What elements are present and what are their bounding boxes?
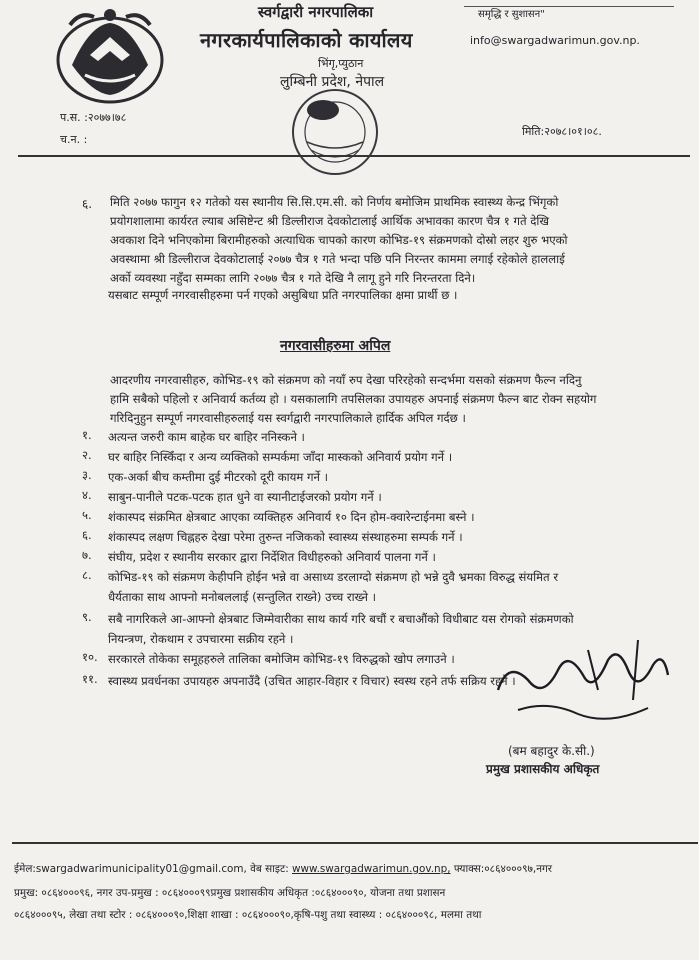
para-line: मिति २०७७ फागुन १२ गतेको यस स्थानीय सि.सि.एम.सी. को निर्णय बमोजिम प्राथमिक स्वास्थ्य केन्द्र भिंगृको [110, 195, 559, 209]
footer-phone-line: प्रमुख: ०८६४०००९६, नगर उप-प्रमुख : ०८६४०००९९प्रमुख प्रशासकीय अधिकृत :०८६४०००९०, योजना तथा प्रशासन [14, 887, 446, 899]
list-item-text: साबुन-पानीले पटक-पटक हात धुने वा स्यानीटाईजरको प्रयोग गर्ने । [108, 490, 382, 504]
list-item-number: ८. [82, 568, 92, 582]
list-item-number: ११. [82, 672, 98, 686]
list-item-number: ९. [82, 610, 92, 624]
list-item-text: एक-अर्का बीच कम्तीमा दुई मीटरको दूरी कायम गर्ने । [108, 470, 329, 484]
list-item-text: धैर्यताका साथ आफ्नो मनोबललाई (सन्तुलित राख्ने) उच्च राख्ने । [108, 590, 376, 604]
signatory-title: प्रमुख प्रशासकीय अधिकृत [486, 762, 600, 776]
para-line: गरिदिनुहुन सम्पूर्ण नगरवासीहरुलाई यस स्वर्गद्वारी नगरपालिकाले हार्दिक अपिल गर्दछ । [110, 411, 466, 425]
header-divider [18, 155, 690, 157]
apology-text: यसबाट सम्पूर्ण नगरवासीहरुमा पर्न गएको असुबिधा प्रति नगरपालिका क्षमा प्रार्थी छ । [108, 288, 458, 302]
nepal-emblem-icon [50, 5, 170, 107]
office-email: info@swargadwarimun.gov.np. [470, 34, 640, 47]
appeal-intro [110, 371, 670, 428]
list-item-text: अत्यन्त जरुरी काम बाहेक घर बाहिर ननिस्कने । [108, 430, 305, 444]
para-line: प्रयोगशालामा कार्यरत ल्याब असिष्टेन्ट श्री डिल्लीराज देवकोटालाई आर्थिक अभावका कारण चैत्र १ गते देखि [110, 214, 549, 228]
para-line: हामि सबैको पहिलो र अनिवार्य कर्तव्य हो । यसकालागि तपसिलका उपायहरु अपनाई संक्रमण फैल्न बाट रोक्न सहयोग [110, 392, 597, 406]
para-six [110, 193, 670, 288]
office-name: नगरकार्यपालिकाको कार्यालय [200, 28, 413, 52]
municipality-name: स्वर्गद्वारी नगरपालिका [258, 3, 374, 21]
list-item-number: २. [82, 448, 92, 462]
footer-website-link[interactable]: www.swargadwarimun.gov.np, [292, 863, 451, 875]
list-item-number: ६. [82, 528, 92, 542]
para-line: अर्को व्यवस्था नहुँदा सम्मका लागि २०७७ चैत्र १ गते देखि नै लागू हुने गरि निरन्तरता दिने। [110, 271, 476, 285]
list-item-number: १०. [82, 650, 98, 664]
footer-fax: फ्याक्स:०८६४०००९७,नगर [453, 863, 553, 875]
list-item-number: ७. [82, 548, 92, 562]
office-province: लुम्बिनी प्रदेश, नेपाल [280, 74, 385, 90]
reference-number: प.स. :२०७७।७८ [60, 111, 127, 124]
list-item-text: सरकारले तोकेका समूहहरुले तालिका बमोजिम कोभिड-१९ विरुद्धको खोप लगाउने । [108, 652, 455, 666]
handwritten-signature-icon [488, 630, 678, 740]
para-line: आदरणीय नगरवासीहरु, कोभिड-१९ को संक्रमण को नयाँ रुप देखा परिरहेको सन्दर्भमा यसको संक्रमण फैल्न नदिनु [110, 373, 582, 387]
list-item-text: शंकास्पद लक्षण चिह्नहरु देखा परेमा तुरुन्त नजिकको स्वास्थ्य संस्थाहरुमा सम्पर्क गर्ने । [108, 530, 463, 544]
list-item-number: १. [82, 428, 92, 442]
list-item-text: संघीय, प्रदेश र स्थानीय सरकार द्वारा निर्देशित विधीहरुको अनिवार्य पालना गर्ने । [108, 550, 436, 564]
list-item-text: शंकास्पद संक्रमित क्षेत्रबाट आएका व्यक्तिहरु अनिवार्य १० दिन होम-क्वारेन्टाईनमा बस्ने । [108, 510, 475, 524]
motto: समृद्धि र सुशासन" [478, 9, 545, 20]
para-number: ६. [82, 197, 93, 211]
footer-contact-line [14, 862, 552, 876]
list-item-number: ५. [82, 508, 92, 522]
para-line: अवस्थामा श्री डिल्लीराज देवकोटालाई २०७७ चैत्र १ गते भन्दा पछि पनि निरन्तर काममा लगाई रहेकोले हाललाई [110, 252, 565, 266]
list-item-text: घर बाहिर निस्किँदा र अन्य व्यक्तिको सम्पर्कमा जाँदा मास्कको अनिवार्य प्रयोग गर्ने । [108, 450, 453, 464]
list-item-text: कोभिड-१९ को संक्रमण केहीपनि होईन भन्ने वा असाध्य डरलाग्दो संक्रमण हो भन्ने दुवै भ्रमका विरुद्ध संयमित र [108, 570, 559, 584]
signatory-name: (बम बहादुर के.सी.) [508, 744, 595, 758]
list-item-text: स्वास्थ्य प्रवर्धनका उपायहरु अपनाउँदै (उचित आहार-विहार र विचार) स्वस्थ रहने तर्फ सक्रिय रहने । [108, 674, 516, 688]
office-stamp-icon [285, 84, 385, 180]
footer-email[interactable]: ईमेल:swargadwarimunicipality01@gmail.com, [14, 863, 247, 875]
footer-web-label: वेब साइट: [250, 863, 289, 875]
letter-date: मिति:२०७८।०१।०८. [522, 125, 602, 138]
footer-divider [12, 842, 698, 844]
list-item-text: सबै नागरिकले आ-आफ्नो क्षेत्रबाट जिम्मेवारीका साथ कार्य गरि बचौं र बचाऔंको विधीबाट यस रोगको संक्रमणको [108, 612, 574, 626]
list-item-number: ४. [82, 488, 92, 502]
list-item-number: ३. [82, 468, 92, 482]
appeal-title: नगरवासीहरुमा अपिल [280, 338, 391, 354]
footer-phone-line: ०८६४०००९५, लेखा तथा स्टोर : ०८६४०००९०,शिक्षा शाखा : ०८६४०००९०,कृषि-पशु तथा स्वास्थ्य : ०८६४०००९८, मलमा तथा [14, 909, 482, 921]
office-place: भिंगृ,प्युठान [318, 57, 364, 70]
dispatch-number: च.न. : [60, 133, 88, 146]
list-item-text: नियन्त्रण, रोकथाम र उपचारमा सक्रीय रहने । [108, 632, 294, 646]
para-line: अवकाश दिने भनिएकोमा बिरामीहरुको अत्याधिक चापको कारण कोभिड-१९ संक्रमणको दोस्रो लहर शुरु भएको [110, 233, 568, 247]
